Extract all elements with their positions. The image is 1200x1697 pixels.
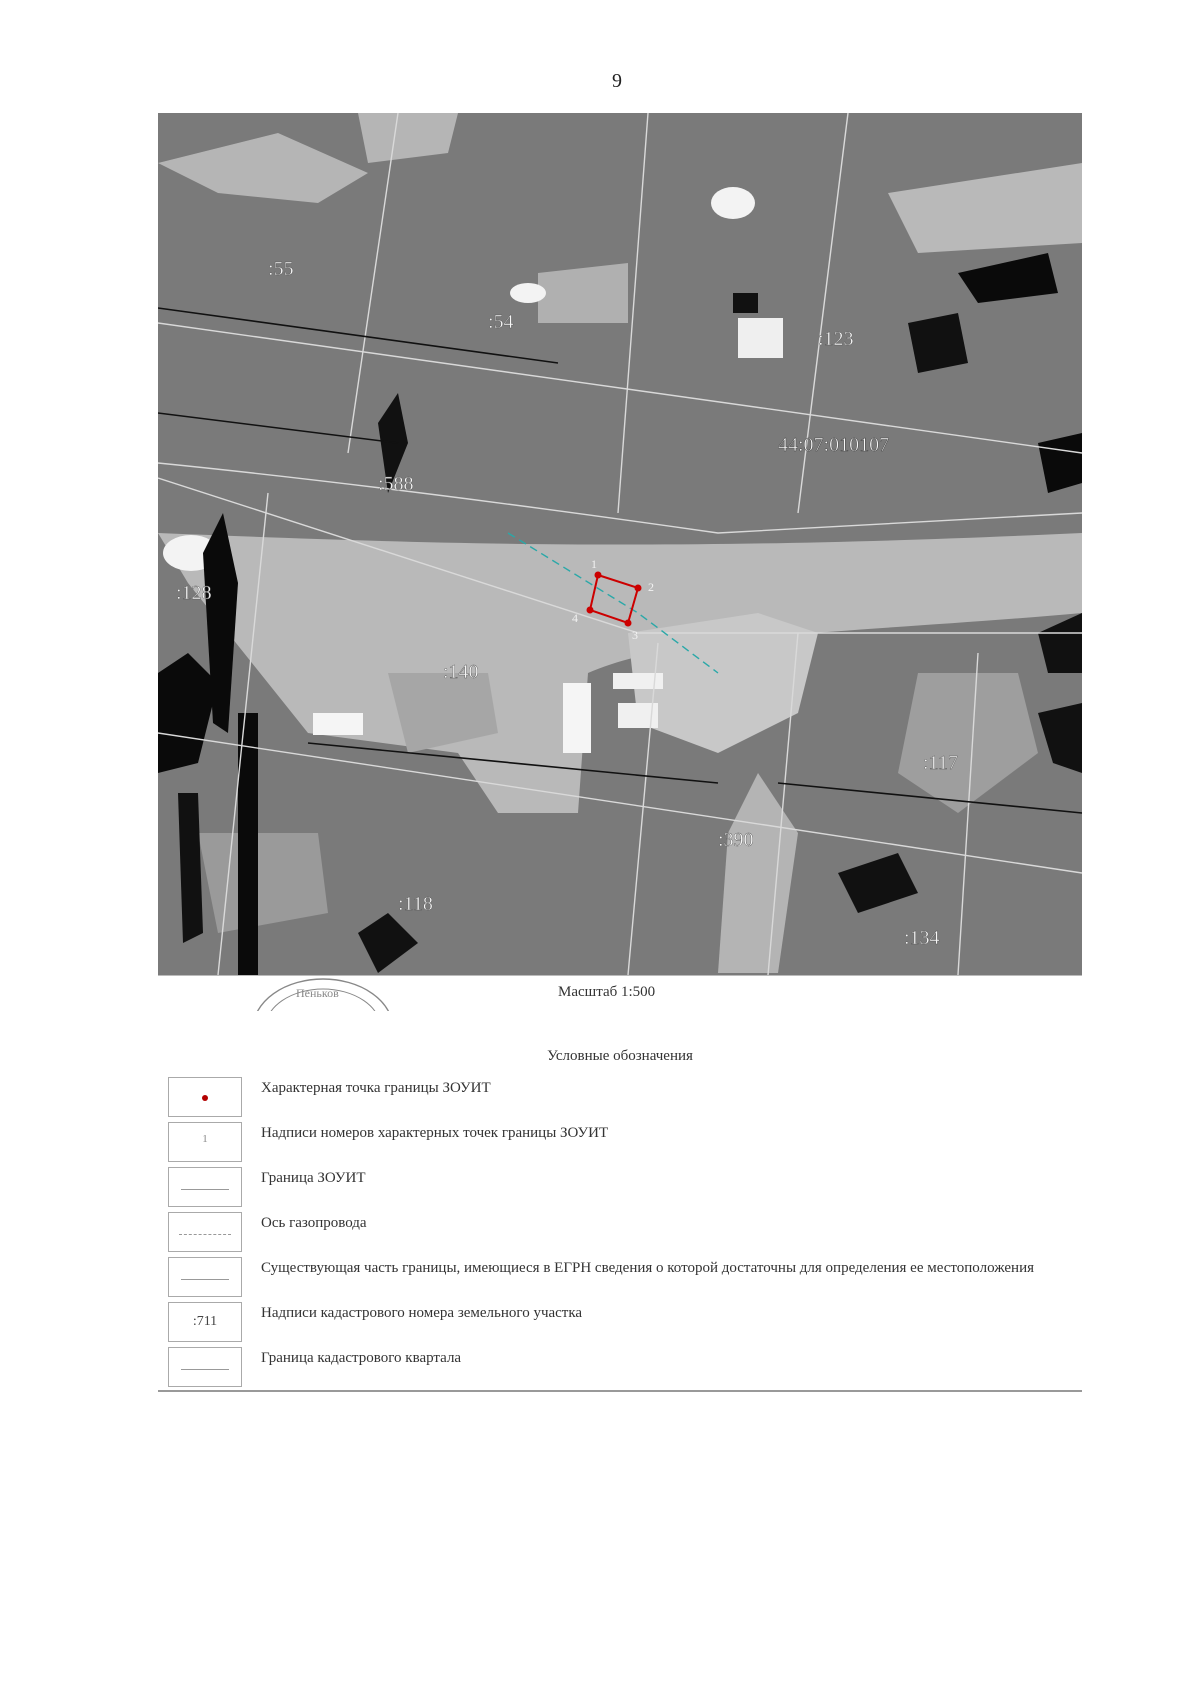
quarter-label: 44:07:010107 [778, 434, 890, 456]
legend-symbol [168, 1212, 242, 1252]
red-dot-icon [202, 1095, 208, 1101]
zouit-point-4[interactable] [587, 607, 594, 614]
point-label-2: 2 [648, 580, 654, 594]
legend-label: Надписи кадастрового номера земельного участка [261, 1305, 583, 1321]
parcel-label: :123 [818, 328, 854, 350]
legend-item [158, 1300, 1082, 1345]
legend-title: Условные обозначения [547, 1048, 693, 1064]
parcel-label: :118 [398, 893, 433, 915]
zouit-point-1[interactable] [595, 572, 602, 579]
parcel-label: :390 [718, 829, 754, 851]
legend-symbol [168, 1122, 242, 1162]
parcel-label: :55 [268, 258, 294, 280]
parcel-label: :134 [904, 927, 940, 949]
legend-symbol [168, 1302, 242, 1342]
point-label-3: 3 [632, 628, 638, 642]
legend-symbol [168, 1347, 242, 1387]
legend-label: Надписи номеров характерных точек границы ЗОУИТ [261, 1125, 609, 1141]
map-view[interactable] [158, 113, 1082, 975]
point-label-4: 4 [572, 611, 578, 625]
solid-line-icon [181, 1279, 229, 1280]
parcel-label: :140 [443, 661, 479, 683]
cadastral-number-icon: :711 [192, 1314, 218, 1329]
point-label-1: 1 [591, 557, 597, 571]
legend-item [158, 1210, 1082, 1255]
map-canvas [158, 113, 1082, 975]
legend-item [158, 1120, 1082, 1165]
solid-line-icon [181, 1369, 229, 1370]
parcel-label: :54 [488, 311, 514, 333]
parcel-label: :117 [923, 752, 958, 774]
scale-bar [158, 975, 1082, 1011]
dashed-line-icon [179, 1234, 231, 1235]
page-number: 9 [612, 70, 622, 92]
legend-symbol [168, 1077, 242, 1117]
point-number-icon: 1 [202, 1133, 208, 1145]
stamp [248, 977, 398, 1011]
legend [158, 1075, 1082, 1392]
stamp-text: Пеньков [296, 986, 339, 1000]
legend-symbol [168, 1167, 242, 1207]
legend-item [158, 1165, 1082, 1210]
legend-label: Граница кадастрового квартала [261, 1350, 462, 1366]
legend-label: Существующая часть границы, имеющиеся в ЕГРН сведения о которой достаточны для определения ее местоположения [261, 1260, 1034, 1276]
legend-item [158, 1255, 1082, 1300]
legend-symbol [168, 1257, 242, 1297]
legend-label: Ось газопровода [261, 1215, 367, 1231]
legend-label: Граница ЗОУИТ [261, 1170, 366, 1186]
legend-item [158, 1075, 1082, 1120]
solid-line-icon [181, 1189, 229, 1190]
parcel-label: :128 [176, 582, 212, 604]
zouit-point-2[interactable] [635, 585, 642, 592]
legend-item [158, 1345, 1082, 1390]
parcel-label: :588 [378, 473, 414, 495]
scale-label: Масштаб 1:500 [558, 984, 656, 1000]
zouit-point-3[interactable] [625, 620, 632, 627]
legend-label: Характерная точка границы ЗОУИТ [261, 1080, 491, 1096]
